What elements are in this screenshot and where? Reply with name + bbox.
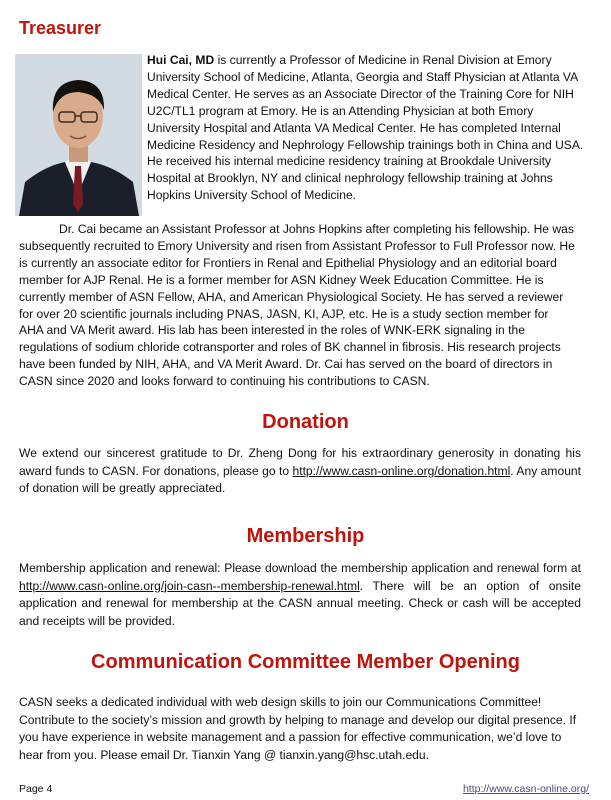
treasurer-heading: Treasurer [19, 18, 102, 38]
donation-text-before: We extend our sincerest gratitude to Dr. Zheng Dong for his extraordinary generosity in donating his award funds to CASN. For donations, please go to [19, 446, 581, 478]
donation-link[interactable]: http://www.casn-online.org/donation.html [292, 463, 511, 478]
communication-committee-paragraph: CASN seeks a dedicated individual with web design skills to join our Communications Committee! Contribute to the society’s mission and growth by helping to manage and develop our digital presence. If you have experience in website management and a passion for effective communication, we’d love to hear from you. Please email Dr. Tianxin Yang @ tianxin.yang@hsc.utah.edu. [19, 695, 577, 762]
portrait-illustration [15, 54, 142, 216]
donation-paragraph [19, 445, 581, 498]
treasurer-bio-intro [147, 52, 587, 204]
treasurer-name: Hui Cai, MD [147, 53, 215, 67]
membership-renewal-link[interactable]: http://www.casn-online.org/join-casn--membership-renewal.html [19, 578, 360, 593]
membership-text-after: . There will be an option of onsite application and renewal for membership at the CASN annual meeting. Check or cash will be accepted and receipts will be provided. [19, 578, 581, 628]
treasurer-portrait-photo [15, 54, 142, 216]
membership-paragraph [19, 560, 581, 630]
treasurer-bio-intro-text: is currently a Professor of Medicine in Renal Division at Emory University School of Medicine, Atlanta, Georgia and Staff Physician at Atlanta VA Medical Center. He serves as an Associate Director of the Training Core for NIH U2C/TL1 program at Emory. He is an Attending Physician at both Emory University Hospital and Atlanta VA Medical Center. He has completed Internal Medicine Residency and Nephrology Fellowship trainings both in China and USA. He received his internal medicine residency training at Brookdale University Hospital at Brooklyn, NY and clinical nephrology fellowship training at Johns Hopkins University School of Medicine. [147, 53, 584, 203]
communication-committee-heading: Communication Committee Member Opening [91, 651, 520, 673]
footer-site-link[interactable]: http://www.casn-online.org/ [462, 783, 589, 795]
treasurer-bio-continued: Dr. Cai became an Assistant Professor at Johns Hopkins after completing his fellowship. He was subsequently recruited to Emory University and risen from Assistant Professor to Full Professor now. He is currently an associate editor for Frontiers in Renal and Epithelial Physiology and an editorial board member for AJP Renal. He is a former member for ASN Kidney Week Education Committee. He is currently member of ASN Fellow, AHA, and American Physiological Society. He has served a reviewer for over 20 scientific journals including PNAS, JASN, KI, AJP, etc. He is a study section member for AHA and VA Merit award. His lab has been interested in the roles of WNK-ERK signaling in the regulations of sodium chloride cotransporter and roles of BK channel in fibrosis. His research projects have been funded by NIH, AHA, and VA Merit Award. Dr. Cai has served on the board of directors in CASN since 2020 and looks forward to continuing his contributions to CASN. [19, 222, 575, 389]
membership-heading: Membership [246, 525, 365, 547]
membership-text-before: Membership application and renewal: Please download the membership application and renewal form at [19, 561, 581, 575]
donation-text-after: . Any amount of donation will be greatly appreciated. [19, 463, 582, 495]
page-number: Page 4 [19, 783, 53, 795]
donation-heading: Donation [262, 411, 349, 433]
